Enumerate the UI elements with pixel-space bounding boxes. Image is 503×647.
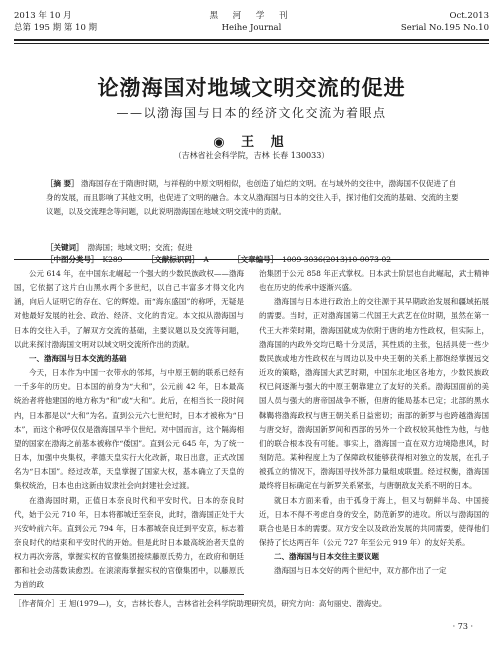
serial-number-en: Serial No.195 No.10 [400, 23, 489, 33]
article-title: 论渤海国对地域文明交流的促进 [97, 75, 406, 100]
header-rule-thick [14, 39, 489, 41]
issue-number: 总第 195 期 第 10 期 [14, 23, 98, 33]
abstract-rule [14, 259, 489, 260]
body-paragraph: 渤海国与日本交好的两个世纪中，双方都作出了一定 [274, 566, 447, 576]
body-column-right [259, 267, 489, 578]
issue-date: 2013 年 10 月 [14, 11, 72, 21]
section-heading-2: 二、渤海国与日本交往主要议题 [274, 552, 379, 562]
keywords-line [46, 242, 463, 254]
issue-date-en: Oct.2013 [449, 11, 489, 21]
abstract [46, 177, 463, 219]
body-column-left [14, 267, 244, 593]
article-meta [46, 242, 463, 266]
keywords: 渤海国；地域文明；交流；促进 [87, 243, 193, 252]
body-paragraph: 渤海国与日本进行政治上的交往源于其早期政治发展和疆域拓展的需要。当时，正对渤海国第二代国王大武艺在位时期，虽然在第一代王大祚荣时期，渤海国就成为依附于唐的地方性政权，但实际上，渤海国的内政外交均已略十分灵活，其性质的主张，包括具使一些少数民族或地方性政权在与周边以及中央王朝的关系上都饱经掌握远交近攻的策略，渤海国大武艺时期，中国东北地区各地方，少数民族政权已间逐渐与强大的中原王朝靠建立了友好的关系。渤海国面前的美国人员与强大的唐帝国战争不断，但唐的能局基本已定；北部的黑水靺鞨将渤海政权与唐王朝关系日益密切；南部的新罗与也跨越渤海国与唐交好，渤海国新罗间和西部的另外一个政权较其他性为他，与他们的联合根本没有可能。事实上，渤海国一直在双方边境隐患风，时刻防范。某种程度上为了保障政权能够获得相对独立的发展，在孔子被孤立的情况下，渤海国寻找外部力量组成联盟。经过权衡，渤海国最终将目标确定在与新罗关系紧张，与唐朝敌友关系不明的日本。 [259, 297, 489, 491]
page-number: · 73 · [452, 622, 473, 631]
body-paragraph: 治集团于公元 858 年正式掌权。日本武士阶层也自此崛起，武士精神也在历史的传承中逐渐兴盛。 [259, 269, 489, 293]
article-author: ◉ 王 旭 [213, 135, 290, 150]
abstract-label: ［摘 要］ [46, 179, 79, 188]
header-right [401, 10, 489, 34]
journal-name-cn: 黑 河 学 刊 [209, 11, 294, 21]
body-paragraph: 今天，日本作为中国一衣带水的邻邦，与中原王朝的联系已经有一千多年的历史。日本国的前身为“大和”，公元前 42 年，日本最高统治者将他建国的地方称为“和”或“大和”。此后，在相当长一段时间内，日本都是以“大和”为名。直到公元六七世纪时，日本才被称为“日本”，而这个称呼仅仅是渤海国早半个世纪。对中国而言，这个隔海相望的国家在渤海之前基本被称作“倭国”。直到公元 645 年，为了统一日本，加强中央集权，孝德天皇实行大化改新，取日出意，正式改国名为“日本国”。经过改革，天皇掌握了国家大权，基本确立了天皇的集权统治，日本也由这新由奴隶社会向封建社会过渡。 [14, 368, 244, 491]
keywords-label: ［关键词］ [46, 243, 84, 252]
author-note: ［作者简介］王 旭(1979—)，女，吉林长春人，吉林省社会科学院助理研究员，研究方向：高句丽史、渤海史。 [14, 599, 387, 608]
section-heading-1: 一、渤海国与日本交流的基础 [29, 353, 127, 363]
body-paragraph: 就日本方面来看，由于孤身于海上，但又与朝鲜半岛、中国接近，日本不得不考虑自身的安全，防范新罗的进攻。所以与渤海国的联合也是日本的需要。双方安全以及政治发展的共同需要，使得他们保持了长达两百年（公元 727 年至公元 919 年）的友好关系。 [259, 495, 489, 547]
article-subtitle: ——以渤海国与日本的经济文化交流为着眼点 [116, 106, 387, 120]
header-rule-thin [14, 43, 489, 44]
footnote-rule [14, 594, 244, 595]
abstract-paragraph [46, 177, 463, 219]
classification-line [46, 254, 463, 266]
abstract-text: 渤海国存在于隋唐时期，与祥程的中原文明相似，也创造了灿烂的文明。在与域外的交往中，渤海国不仅促进了自身的发展，而且影响了其他文明，也促进了文明的融合。本文从渤海国与日本的交往入手，探讨他们交流的基础、交流的主要议题，以及交流理念等问题，以此说明渤海国在地域文明交流中的贡献。 [46, 179, 459, 216]
body-paragraph: 公元 614 年，在中国东北崛起一个强大的少数民族政权——渤海国，它依据了这片白山黑水两个多世纪，以自己丰富多才得文化内涵，向后人证明它的存在、它的辉煌。而“海东盛国”的称呼，无疑是对他最好发展的社会、政治、经济、文化的肯定。本文拟从渤海国与日本的交往入手，了解双方交流的基础，主要议题以及交流等问题，以此来探讨渤海国文明对以域文明交流所作出的贡献。 [14, 269, 244, 349]
body-paragraph: 在渤海国时期，正值日本奈良时代和平安时代。日本的奈良时代，始于公元 710 年，日本将都城迁至奈良，此时，渤海国正处于大兴安岭前六年。直到公元 794 年，日本都城奈良迁到平安京，标志着奈良时代的结束和平安时代的开始。但是此时日本最高统治者天皇的权力再次旁落，掌握实权的官僚集团接续藤原氏势力，在政府和朝廷都和社会动荡数读愈烈。在滚滚海掌握实权的官僚集团中，以藤原氏为首的政 [14, 495, 244, 590]
author-affiliation: （吉林省社会科学院，吉林 长春 130033） [173, 151, 330, 160]
journal-name-en: Heihe Journal [221, 23, 282, 33]
